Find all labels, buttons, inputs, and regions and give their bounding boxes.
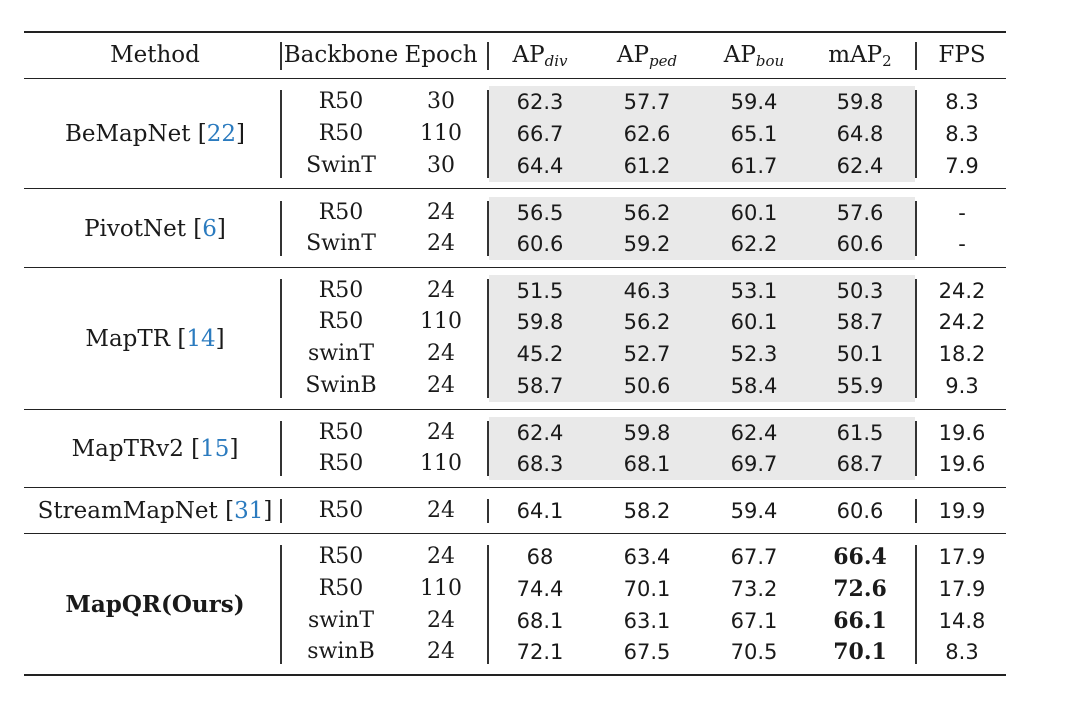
column-divider bbox=[915, 90, 917, 178]
method-label: StreamMapNet bbox=[37, 498, 218, 524]
cell-ap-div: 56.5 bbox=[516, 201, 564, 225]
cell-fps: 19.9 bbox=[938, 499, 986, 523]
bottom-rule bbox=[24, 674, 1006, 676]
cell-ap-ped: 67.5 bbox=[623, 640, 671, 664]
cell-ap-div: 64.4 bbox=[516, 154, 564, 178]
cell-ap-bou: 62.4 bbox=[730, 421, 778, 445]
header-map bbox=[806, 39, 914, 71]
cell-ap-bou: 73.2 bbox=[730, 577, 778, 601]
cell-map: 58.7 bbox=[836, 310, 884, 334]
cell-epoch: 24 bbox=[427, 498, 455, 523]
cell-fps: 17.9 bbox=[938, 577, 986, 601]
cell-ap-div: 59.8 bbox=[516, 310, 564, 334]
column-divider bbox=[915, 499, 917, 523]
column-divider bbox=[487, 42, 489, 70]
cell-map: 50.3 bbox=[836, 279, 884, 303]
cell-ap-bou: 60.1 bbox=[730, 201, 778, 225]
cell-fps: 24.2 bbox=[938, 310, 986, 334]
cell-ap-div: 51.5 bbox=[516, 279, 564, 303]
cell-backbone: R50 bbox=[318, 420, 364, 445]
cell-epoch: 24 bbox=[427, 341, 455, 366]
cell-fps: 9.3 bbox=[945, 374, 979, 398]
method-name: MapTRv2 [15] bbox=[71, 435, 239, 462]
cell-epoch: 24 bbox=[427, 373, 455, 398]
cell-map: 66.4 bbox=[833, 544, 887, 570]
column-divider bbox=[915, 545, 917, 664]
cell-map: 61.5 bbox=[836, 421, 884, 445]
method-name: StreamMapNet [31] bbox=[37, 498, 273, 524]
header-fps: FPS bbox=[938, 42, 986, 68]
method-label: MapTRv2 bbox=[71, 435, 184, 462]
group-separator-rule bbox=[24, 188, 1006, 189]
cell-backbone: SwinT bbox=[306, 231, 376, 256]
cell-ap-ped: 59.8 bbox=[623, 421, 671, 445]
cell-ap-div: 62.3 bbox=[516, 90, 564, 114]
cell-fps: - bbox=[958, 232, 966, 256]
cell-ap-div: 62.4 bbox=[516, 421, 564, 445]
cell-epoch: 24 bbox=[427, 278, 455, 303]
cell-epoch: 24 bbox=[427, 231, 455, 256]
cell-ap-bou: 70.5 bbox=[730, 640, 778, 664]
cell-map: 60.6 bbox=[836, 499, 884, 523]
header-ap-ped bbox=[592, 39, 702, 71]
cell-ap-ped: 59.2 bbox=[623, 232, 671, 256]
cell-backbone: swinT bbox=[308, 608, 374, 633]
header-ap-ped-base: AP bbox=[616, 42, 649, 68]
column-divider bbox=[915, 421, 917, 476]
cell-ap-ped: 63.4 bbox=[623, 545, 671, 569]
cell-epoch: 24 bbox=[427, 200, 455, 225]
top-rule bbox=[24, 31, 1006, 33]
method-name: BeMapNet [22] bbox=[64, 121, 246, 147]
cell-fps: 7.9 bbox=[945, 154, 979, 178]
cell-epoch: 110 bbox=[420, 121, 462, 146]
cell-backbone: R50 bbox=[318, 309, 364, 334]
cell-epoch: 24 bbox=[427, 608, 455, 633]
cell-fps: 19.6 bbox=[938, 421, 986, 445]
group-separator-rule bbox=[24, 267, 1006, 268]
cell-ap-div: 60.6 bbox=[516, 232, 564, 256]
cell-fps: 19.6 bbox=[938, 452, 986, 476]
cell-ap-div: 64.1 bbox=[516, 499, 564, 523]
cell-fps: 8.3 bbox=[945, 122, 979, 146]
header-method: Method bbox=[110, 42, 200, 68]
cell-ap-ped: 63.1 bbox=[623, 609, 671, 633]
cell-ap-div: 68.3 bbox=[516, 452, 564, 476]
cell-ap-ped: 52.7 bbox=[623, 342, 671, 366]
cell-ap-bou: 59.4 bbox=[730, 90, 778, 114]
cell-epoch: 24 bbox=[427, 544, 455, 569]
column-divider bbox=[915, 279, 917, 398]
citation-link[interactable]: 15 bbox=[200, 435, 230, 462]
cell-backbone: R50 bbox=[318, 498, 364, 523]
cell-epoch: 30 bbox=[427, 153, 455, 178]
cell-ap-bou: 67.1 bbox=[730, 609, 778, 633]
header-backbone: Backbone bbox=[283, 42, 399, 68]
cell-fps: 18.2 bbox=[938, 342, 986, 366]
header-ap-bou-subscript: bou bbox=[755, 52, 785, 70]
cell-ap-ped: 58.2 bbox=[623, 499, 671, 523]
column-divider bbox=[915, 42, 917, 70]
cell-map: 59.8 bbox=[836, 90, 884, 114]
cell-ap-bou: 67.7 bbox=[730, 545, 778, 569]
cell-epoch: 110 bbox=[420, 309, 462, 334]
cell-backbone: R50 bbox=[318, 200, 364, 225]
cell-ap-bou: 59.4 bbox=[730, 499, 778, 523]
cell-ap-div: 74.4 bbox=[516, 577, 564, 601]
cell-ap-ped: 46.3 bbox=[623, 279, 671, 303]
cell-ap-ped: 61.2 bbox=[623, 154, 671, 178]
cell-ap-ped: 50.6 bbox=[623, 374, 671, 398]
cell-ap-bou: 60.1 bbox=[730, 310, 778, 334]
header-map-subscript: 2 bbox=[882, 52, 892, 70]
cell-ap-div: 45.2 bbox=[516, 342, 564, 366]
header-rule bbox=[24, 78, 1006, 79]
cell-fps: 8.3 bbox=[945, 640, 979, 664]
cell-backbone: swinT bbox=[308, 341, 374, 366]
header-ap-ped-subscript: ped bbox=[649, 52, 678, 70]
cell-ap-bou: 62.2 bbox=[730, 232, 778, 256]
cell-ap-ped: 68.1 bbox=[623, 452, 671, 476]
column-divider bbox=[915, 201, 917, 256]
cell-backbone: R50 bbox=[318, 121, 364, 146]
method-name: MapTR [14] bbox=[85, 325, 225, 352]
cell-ap-bou: 69.7 bbox=[730, 452, 778, 476]
cell-fps: - bbox=[958, 201, 966, 225]
method-label: MapTR bbox=[85, 325, 171, 352]
cell-map: 66.1 bbox=[833, 608, 887, 634]
citation-link[interactable]: 22 bbox=[206, 121, 237, 147]
cell-ap-div: 72.1 bbox=[516, 640, 564, 664]
group-separator-rule bbox=[24, 533, 1006, 534]
cell-map: 50.1 bbox=[836, 342, 884, 366]
method-label: MapQR(Ours) bbox=[65, 590, 245, 618]
cell-epoch: 24 bbox=[427, 420, 455, 445]
group-separator-rule bbox=[24, 409, 1006, 410]
header-epoch: Epoch bbox=[404, 42, 478, 68]
cell-map: 55.9 bbox=[836, 374, 884, 398]
cell-ap-div: 66.7 bbox=[516, 122, 564, 146]
column-divider bbox=[280, 42, 282, 70]
citation-link[interactable]: 14 bbox=[186, 325, 216, 352]
header-ap-bou-base: AP bbox=[723, 42, 756, 68]
citation-link[interactable]: 31 bbox=[234, 498, 264, 524]
cell-backbone: R50 bbox=[318, 576, 364, 601]
cell-backbone: SwinB bbox=[305, 373, 377, 398]
cell-epoch: 110 bbox=[420, 576, 462, 601]
method-label: BeMapNet bbox=[64, 121, 191, 147]
cell-fps: 14.8 bbox=[938, 609, 986, 633]
cell-backbone: swinB bbox=[307, 639, 375, 664]
cell-ap-div: 68.1 bbox=[516, 609, 564, 633]
header-ap-div bbox=[488, 39, 592, 71]
cell-backbone: R50 bbox=[318, 544, 364, 569]
cell-ap-ped: 70.1 bbox=[623, 577, 671, 601]
cell-backbone: SwinT bbox=[306, 153, 376, 178]
header-ap-bou bbox=[702, 39, 806, 71]
header-ap-div-base: AP bbox=[512, 42, 545, 68]
cell-map: 60.6 bbox=[836, 232, 884, 256]
method-name: PivotNet [6] bbox=[84, 215, 226, 242]
cell-ap-bou: 53.1 bbox=[730, 279, 778, 303]
cell-epoch: 30 bbox=[427, 89, 455, 114]
cell-ap-div: 58.7 bbox=[516, 374, 564, 398]
cell-ap-div: 68 bbox=[526, 545, 554, 569]
cell-epoch: 110 bbox=[420, 451, 462, 476]
cell-ap-ped: 62.6 bbox=[623, 122, 671, 146]
cell-ap-bou: 61.7 bbox=[730, 154, 778, 178]
cell-fps: 8.3 bbox=[945, 90, 979, 114]
cell-ap-bou: 58.4 bbox=[730, 374, 778, 398]
cell-map: 70.1 bbox=[833, 639, 887, 665]
cell-backbone: R50 bbox=[318, 278, 364, 303]
cell-fps: 24.2 bbox=[938, 279, 986, 303]
cell-map: 62.4 bbox=[836, 154, 884, 178]
cell-epoch: 24 bbox=[427, 639, 455, 664]
cell-map: 57.6 bbox=[836, 201, 884, 225]
cell-ap-bou: 52.3 bbox=[730, 342, 778, 366]
cell-map: 68.7 bbox=[836, 452, 884, 476]
cell-backbone: R50 bbox=[318, 451, 364, 476]
method-label: PivotNet bbox=[84, 215, 186, 242]
cell-ap-ped: 56.2 bbox=[623, 310, 671, 334]
cell-map: 64.8 bbox=[836, 122, 884, 146]
cell-ap-ped: 57.7 bbox=[623, 90, 671, 114]
cell-ap-bou: 65.1 bbox=[730, 122, 778, 146]
cell-fps: 17.9 bbox=[938, 545, 986, 569]
method-name bbox=[30, 589, 280, 621]
cell-map: 72.6 bbox=[833, 576, 887, 602]
cell-ap-ped: 56.2 bbox=[623, 201, 671, 225]
header-map-base: mAP bbox=[828, 42, 883, 68]
group-separator-rule bbox=[24, 487, 1006, 488]
header-ap-div-subscript: div bbox=[544, 52, 568, 70]
citation-link[interactable]: 6 bbox=[202, 215, 217, 242]
cell-backbone: R50 bbox=[318, 89, 364, 114]
